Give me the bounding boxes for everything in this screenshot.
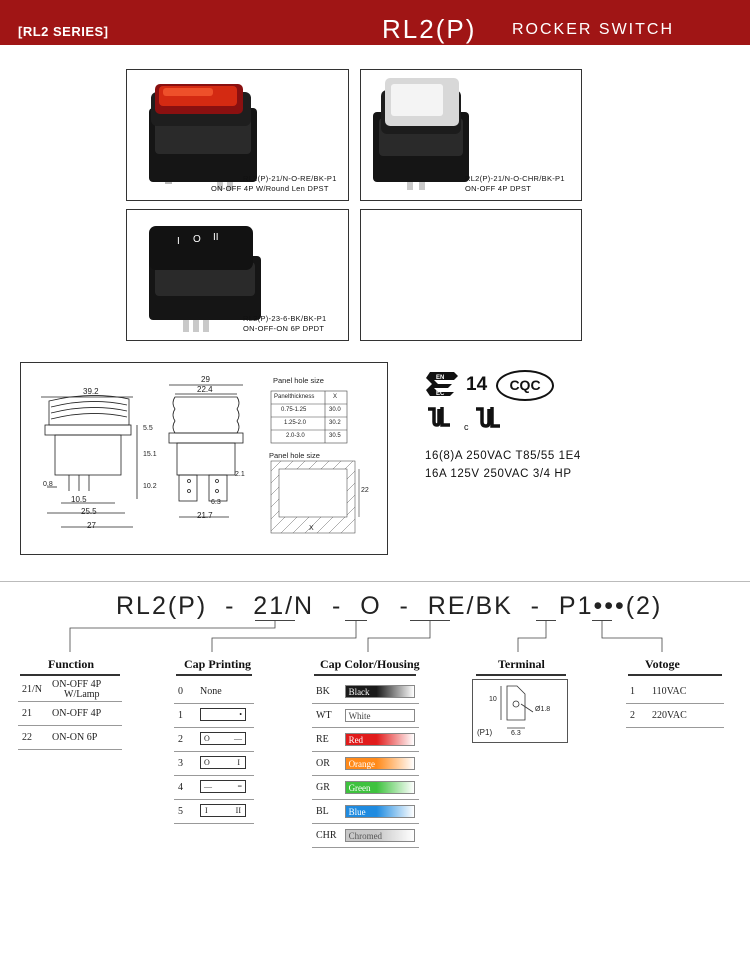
panel-col-thickness: Panelthickness <box>274 394 315 400</box>
panel-table-title: Panel hole size <box>273 376 324 385</box>
function-desc: ON-OFF 4P <box>48 702 122 726</box>
enec-number: 14 <box>466 374 488 395</box>
section-divider <box>0 581 750 582</box>
function-rule <box>20 674 120 676</box>
dim-27: 27 <box>87 521 96 530</box>
cap-symbol-box <box>200 804 246 817</box>
terminal-title: Terminal <box>498 657 545 671</box>
dim-6-3: 6.3 <box>211 499 221 506</box>
product-desc: ON-OFF-ON 6P DPDT <box>243 324 325 333</box>
color-swatch-orange: Orange <box>345 757 415 770</box>
color-swatch-chromed: Chromed <box>345 829 415 842</box>
table-row <box>174 728 254 752</box>
voltage-code: 2 <box>626 704 648 728</box>
function-desc: ON-ON 6P <box>48 726 122 750</box>
dimension-drawing <box>20 362 388 555</box>
voltage-value: 110VAC <box>648 680 724 704</box>
cap-symbol-left: O <box>204 733 210 743</box>
rating-line-1: 16(8)A 250VAC T85/55 1E4 <box>425 450 581 462</box>
svg-text:EN: EN <box>436 375 445 381</box>
dim-29: 29 <box>201 375 210 384</box>
color-swatch-green: Green <box>345 781 415 794</box>
product-name-title: ROCKER SWITCH <box>512 21 674 38</box>
table-row <box>312 680 419 704</box>
dim-22-4: 22.4 <box>197 385 213 394</box>
svg-text:I: I <box>177 236 180 247</box>
svg-text:EC: EC <box>436 391 445 397</box>
dim-0-8: 0.8 <box>43 481 53 488</box>
product-card-chromed <box>360 69 582 201</box>
cap-print-label: None <box>196 680 254 704</box>
product-code: RL2(P)-21/N-O-CHR/BK-P1 <box>465 174 565 183</box>
product-desc: ON-OFF 4P W/Round Len DPST <box>211 184 329 193</box>
dim-x: X <box>309 525 314 532</box>
color-code: GR <box>312 776 341 800</box>
table-row <box>312 728 419 752</box>
cap-symbol-left: — <box>204 781 212 791</box>
table-row <box>312 776 419 800</box>
function-desc <box>48 678 122 702</box>
panel-col-x: X <box>333 394 338 400</box>
cap-print-code: 2 <box>174 728 196 752</box>
panel-hole-label: Panel hole size <box>269 451 320 460</box>
table-row <box>174 776 254 800</box>
rating-line-2: 16A 125V 250VAC 3/4 HP <box>425 468 572 480</box>
color-code: BL <box>312 800 341 824</box>
terminal-dim-6-3: 6.3 <box>511 730 521 737</box>
product-card-red <box>126 69 349 201</box>
table-row <box>18 726 122 750</box>
voltage-value: 220VAC <box>648 704 724 728</box>
table-row <box>312 800 419 824</box>
table-row <box>312 752 419 776</box>
voltage-table <box>626 680 724 728</box>
cap-color-rule <box>314 674 416 676</box>
product-card-black <box>126 209 349 341</box>
cap-symbol-right: I <box>237 757 240 767</box>
color-code: WT <box>312 704 341 728</box>
cap-print-code: 3 <box>174 752 196 776</box>
table-row <box>312 704 419 728</box>
terminal-dim-1-8: Ø1.8 <box>535 706 551 713</box>
panel-row-x: 30.5 <box>329 433 341 439</box>
cap-print-code: 4 <box>174 776 196 800</box>
product-code-title: RL2(P) <box>382 14 477 44</box>
function-code: 21 <box>18 702 48 726</box>
color-code: CHR <box>312 824 341 848</box>
panel-row-thickness: 2.0-3.0 <box>286 433 305 439</box>
cap-symbol-right: • <box>239 709 242 719</box>
ordering-code: RL2(P) - 21/N - O - RE/BK - P1•••(2) <box>116 592 663 620</box>
dim-2-1: 2.1 <box>235 471 245 478</box>
color-swatch-blue: Blue <box>345 805 415 818</box>
cap-color-table <box>312 680 419 848</box>
svg-text:II: II <box>213 232 219 243</box>
table-row <box>626 704 724 728</box>
cap-print-code: 1 <box>174 704 196 728</box>
function-code: 21/N <box>18 678 48 702</box>
dim-22: 22 <box>361 487 369 494</box>
cap-symbol-box <box>200 708 246 721</box>
table-row <box>174 752 254 776</box>
svg-text:O: O <box>193 234 201 245</box>
dim-21-7: 21.7 <box>197 511 213 520</box>
cqc-mark: CQC <box>496 370 554 401</box>
cap-color-title: Cap Color/Housing <box>320 657 420 671</box>
panel-row-x: 30.0 <box>329 407 341 413</box>
table-row <box>174 800 254 824</box>
color-swatch-black: Black <box>345 685 415 698</box>
function-code: 22 <box>18 726 48 750</box>
dim-5-5: 5.5 <box>143 425 153 432</box>
product-desc: ON-OFF 4P DPST <box>465 184 532 193</box>
ul-c-mark: c <box>464 422 469 432</box>
dim-15-1: 15.1 <box>143 451 157 458</box>
enec-mark-icon <box>424 368 464 400</box>
panel-row-thickness: 1.25-2.0 <box>284 420 307 426</box>
function-desc-sub: W/Lamp <box>64 688 100 700</box>
product-code: RL2(P)-21/N-O-RE/BK-P1 <box>243 174 337 183</box>
dim-39-2: 39.2 <box>83 387 99 396</box>
cap-symbol-left: I <box>205 805 208 815</box>
table-row <box>174 680 254 704</box>
dim-10-5: 10.5 <box>71 495 87 504</box>
cap-printing-table <box>174 680 254 824</box>
voltage-rule <box>628 674 722 676</box>
dim-25-5: 25.5 <box>81 507 97 516</box>
color-code: OR <box>312 752 341 776</box>
cap-symbol-box <box>200 732 246 745</box>
ul-recognized-icon <box>426 406 452 430</box>
table-row <box>18 678 122 702</box>
cap-print-code: 0 <box>174 680 196 704</box>
cap-symbol-box <box>200 756 246 769</box>
voltage-title: Votoge <box>645 657 680 671</box>
color-code: RE <box>312 728 341 752</box>
cap-symbol-right: II <box>235 805 241 815</box>
function-desc-main: ON-OFF 4P <box>52 678 102 690</box>
panel-row-x: 30.2 <box>329 420 341 426</box>
voltage-code: 1 <box>626 680 648 704</box>
cap-symbol-right: — <box>234 733 242 743</box>
panel-row-thickness: 0.75-1.25 <box>281 407 307 413</box>
cap-symbol-left: O <box>204 757 210 767</box>
terminal-dim-10: 10 <box>489 696 497 703</box>
table-row <box>312 824 419 848</box>
cap-printing-title: Cap Printing <box>184 657 252 671</box>
color-swatch-white: White <box>345 709 415 722</box>
table-row <box>174 704 254 728</box>
dim-10-2: 10.2 <box>143 483 157 490</box>
color-swatch-red: Red <box>345 733 415 746</box>
cap-printing-rule <box>176 674 252 676</box>
color-code: BK <box>312 680 341 704</box>
cul-recognized-icon <box>472 406 502 432</box>
function-table <box>18 678 122 750</box>
terminal-p1-label: (P1) <box>477 728 493 737</box>
code-connectors <box>0 618 750 658</box>
series-label: [RL2 SERIES] <box>18 24 109 39</box>
table-row <box>18 702 122 726</box>
cap-print-code: 5 <box>174 800 196 824</box>
cap-symbol-right: = <box>237 781 242 791</box>
cap-symbol-box <box>200 780 246 793</box>
function-title: Function <box>48 657 95 671</box>
table-row <box>626 680 724 704</box>
terminal-drawing <box>472 679 568 743</box>
product-code: RL2(P)-23-6-BK/BK-P1 <box>243 314 327 323</box>
product-card-empty <box>360 209 582 341</box>
terminal-rule <box>476 674 566 676</box>
